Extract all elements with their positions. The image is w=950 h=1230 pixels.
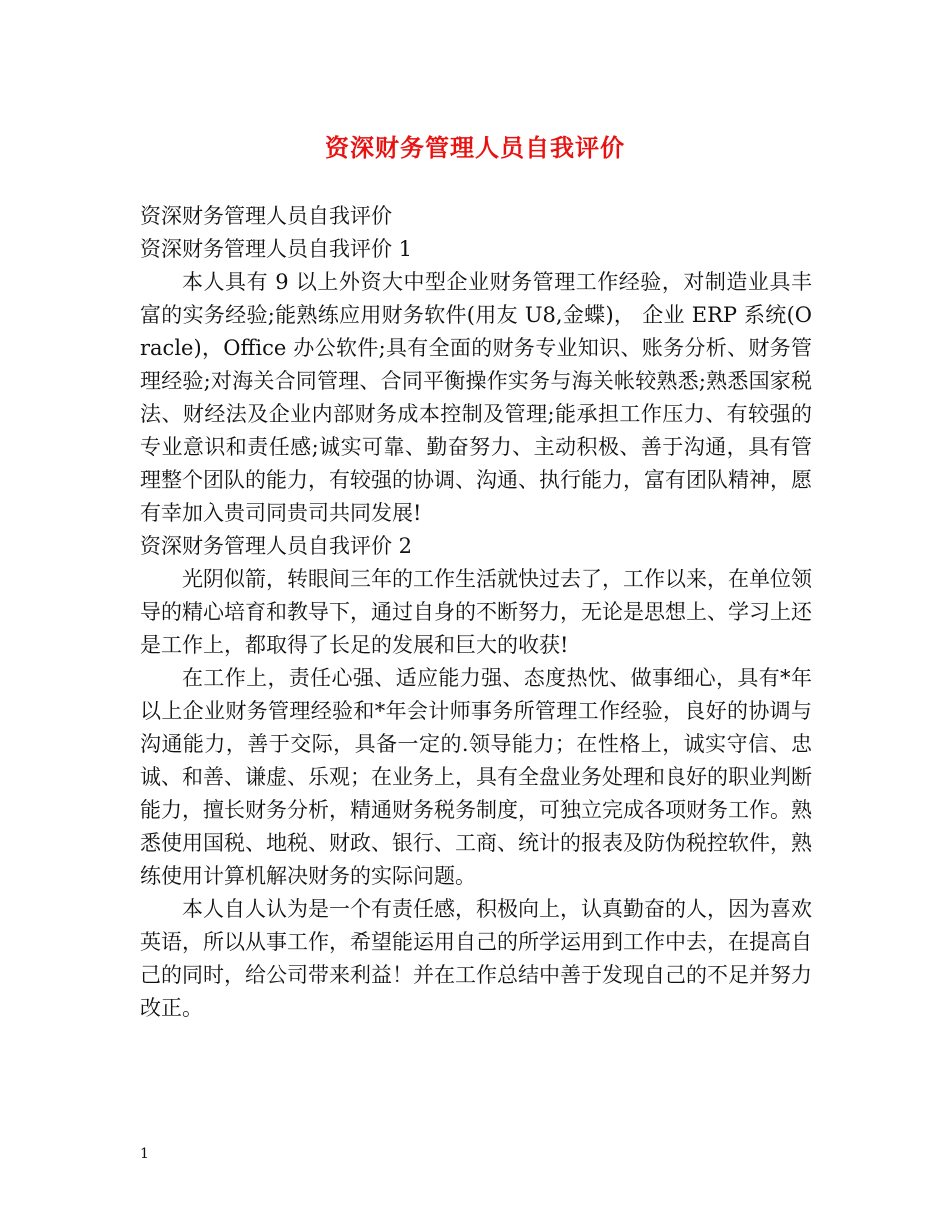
body-paragraph: 在工作上，责任心强、适应能力强、态度热忱、做事细心，具有*年以上企业财务管理经验和*年会计师事务所管理工作经验，良好的协调与沟通能力，善于交际，具备一定的.领导能力；在性格上，诚实守信、忠诚、和善、谦虚、乐观；在业务上，具有全盘业务处理和良好的职业判断能力，擅长财务分析，精通财务税务制度，可独立完成各项财务工作。熟悉使用国税、地税、财政、银行、工商、统计的报表及防伪税控软件，熟练使用计算机解决财务的实际问题。 bbox=[140, 666, 812, 888]
document-body bbox=[140, 200, 812, 1025]
section-heading: 资深财务管理人员自我评价 bbox=[140, 204, 392, 228]
document-title: 资深财务管理人员自我评价 bbox=[325, 133, 625, 162]
section-heading: 资深财务管理人员自我评价 2 bbox=[140, 534, 413, 558]
page-number: 1 bbox=[140, 1146, 149, 1162]
body-paragraph: 本人自人认为是一个有责任感，积极向上，认真勤奋的人，因为喜欢英语，所以从事工作，希望能运用自己的所学运用到工作中去，在提高自己的同时，给公司带来利益！并在工作总结中善于发现自己的不足并努力改正。 bbox=[140, 897, 812, 1020]
section-heading: 资深财务管理人员自我评价 1 bbox=[140, 237, 413, 261]
body-paragraph: 本人具有 9 以上外资大中型企业财务管理工作经验，对制造业具丰富的实务经验;能熟练应用财务软件(用友 U8,金蝶)， 企业 ERP 系统(Oracle)，Office 办公软件;具有全面的财务专业知识、账务分析、财务管理经验;对海关合同管理、合同平衡操作实务与海关帐较熟悉;熟悉国家税法、财经法及企业内部财务成本控制及管理;能承担工作压力、有较强的专业意识和责任感;诚实可靠、勤奋努力、主动积极、善于沟通，具有管理整个团队的能力，有较强的协调、沟通、执行能力，富有团队精神，愿有幸加入贵司同贵司共同发展! bbox=[140, 270, 812, 525]
body-paragraph: 光阴似箭，转眼间三年的工作生活就快过去了，工作以来，在单位领导的精心培育和教导下，通过自身的不断努力，无论是思想上、学习上还是工作上，都取得了长足的发展和巨大的收获! bbox=[140, 567, 812, 657]
